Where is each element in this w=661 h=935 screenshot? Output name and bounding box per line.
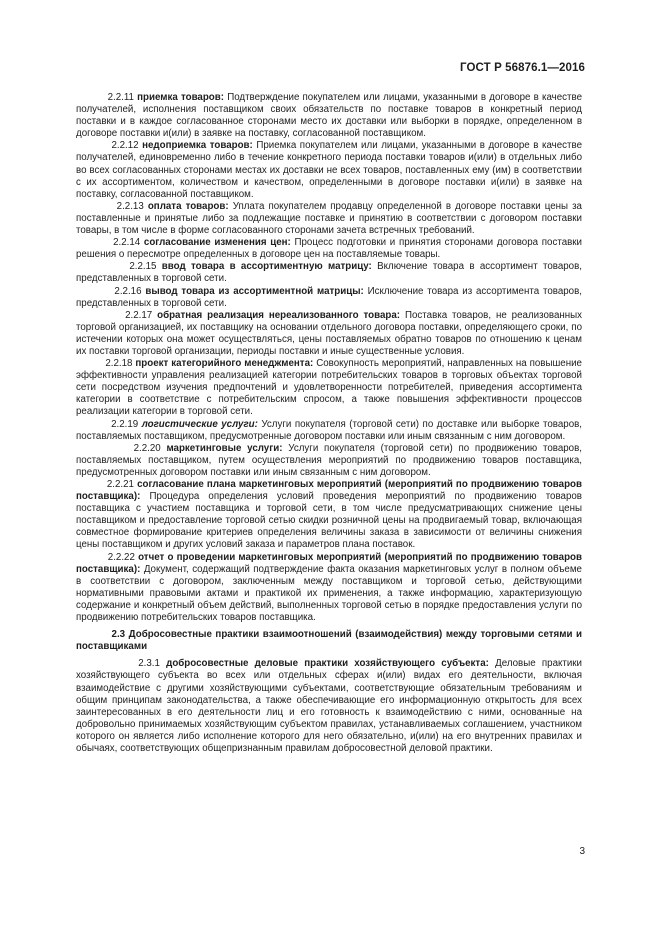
- term: маркетинговые услуги:: [166, 442, 283, 454]
- term: отчет о проведении маркетинговых мероприятий (мероприятий по продвижению товаров поставщика):: [76, 551, 582, 575]
- clause-number: 2.2.20: [133, 442, 161, 454]
- section-title: Добросовестные практики взаимоотношений (взаимодействия) между торговыми сетями и поставщиками: [76, 629, 582, 653]
- definition-2-2-15: [76, 261, 582, 285]
- definition-2-2-20: [76, 443, 582, 479]
- definition-2-2-22: [76, 552, 582, 625]
- section-number: 2.3: [111, 629, 126, 641]
- term: согласование изменения цен:: [143, 237, 291, 249]
- clause-number: 2.2.18: [105, 358, 133, 370]
- clause-number: 2.2.19: [111, 418, 139, 430]
- clause-number: 2.2.13: [116, 200, 144, 212]
- page-number: 3: [579, 846, 585, 857]
- clause-number: 2.3.1: [138, 658, 160, 670]
- term: ввод товара в ассортиментную матрицу:: [161, 261, 372, 273]
- definition-2-3-1: [76, 658, 582, 755]
- definition-text: Услуги покупателя (торговой сети) по продвижению товаров, поставляемых поставщиком, путем осуществления мероприятий по продвижению товаров поставщика, предусмотренных договором поставки или иным связанным с ним договором.: [76, 442, 582, 478]
- term: вывод товара из ассортиментной матрицы:: [145, 285, 364, 297]
- definition-2-2-17: [76, 310, 582, 358]
- definition-text: Совокупность мероприятий, направленных на повышение эффективности управления реализацией категории потребительских товаров в торговых объектах торговой сети посредством изучения предпочтений и удовлетворенности потребителей, приведения ассортимента категории в соответствие с потребительским спросом, а также повышения эффективности процессов реализации категории в торговой сети.: [76, 358, 582, 418]
- definition-2-2-19: [76, 419, 582, 443]
- clause-number: 2.2.11: [107, 92, 134, 103]
- clause-number: 2.2.17: [125, 309, 153, 321]
- term: оплата товаров:: [147, 200, 229, 212]
- definition-text: Включение товара в ассортимент товаров, представленных в торговой сети.: [76, 261, 582, 285]
- definition-2-2-13: [76, 201, 582, 237]
- definition-text: Уплата покупателем продавцу определенной в договоре поставки цены за поставленные и принятые либо за подлежащие поставке и принятию в соответствии с договором поставки товары, в том числе в форме согласованного сторонами зачета встречных требований.: [76, 200, 582, 237]
- standard-header: ГОСТ Р 56876.1—2016: [460, 62, 585, 74]
- definition-text: Процесс подготовки и принятия сторонами договора поставки решения о пересмотре определенных в договоре цен на поставляемые товары.: [76, 237, 583, 261]
- definition-2-2-12: [76, 140, 582, 200]
- term: добросовестные деловые практики хозяйствующего субъекта:: [166, 658, 489, 670]
- definition-text: Подтверждение покупателем или лицами, указанными в договоре в качестве получателей, исполнения поставщиком своих обязательств по поставке товаров в конкретный период поставки и в каждое согласованное сторонами место их доставки или выборки в порядке, определенном в договоре поставки и(или) в заявке на поставку, согласованной поставщиком.: [76, 92, 583, 140]
- definition-2-2-11: [76, 92, 582, 140]
- definition-text: Услуги покупателя (торговой сети) по доставке или выборке товаров, поставляемых поставщиком, предусмотренные договором поставки или иным связанным с ним договором.: [76, 418, 583, 442]
- clause-number: 2.2.22: [107, 551, 135, 563]
- definition-2-2-18: [76, 358, 582, 418]
- term: проект категорийного менеджмента:: [135, 358, 314, 370]
- term: обратная реализация нереализованного товара:: [157, 309, 401, 321]
- clause-number: 2.2.12: [111, 140, 139, 152]
- definition-text: Поставка товаров, не реализованных торговой организацией, их поставщику на основании отдельного договора поставки, определяющего сроки, по истечении которых она может осуществляться, цены поставляемых обратно товаров по отношению к ценам их поставки торговой организации, периоды поставки и иные существенные условия.: [76, 309, 583, 357]
- definition-text: Приемка покупателем или лицами, указанными в договоре в качестве получателей, единовременно либо в течение конкретного периода поставки товаров и(или) в отдельных либо во всех согласованных сторонами местах их доставки не всех товаров, поставленных ему (им) в соответствии с их ассортиментом, количеством и качеством, определенными в договоре поставки и(или) в заявке на поставку, согласованной поставщиком.: [76, 140, 582, 200]
- document-body: [76, 92, 582, 755]
- definition-text: Процедура определения условий проведения мероприятий по продвижению товаров поставщика с участием поставщика и торговой сети, в том числе предусматривающих снижение цены поставщиком и предоставление торговой сетью скидки розничной цены на продвигаемый товар, включающая совместное формирование критериев определения величины заказа в зависимости от величины снижения цены поставщиком и других условий заказа и параметров плана поставок.: [76, 491, 582, 551]
- clause-number: 2.2.14: [113, 237, 141, 249]
- term: логистические услуги:: [141, 418, 258, 430]
- clause-number: 2.2.21: [106, 479, 134, 490]
- section-heading: [76, 629, 582, 653]
- definition-2-2-21: [76, 479, 582, 552]
- definition-text: Документ, содержащий подтверждение факта оказания маркетинговых услуг в полном объеме в соответствии с договором, заключенным между поставщиком и торговой сетью, действующими нормативными правовыми актами и практикой их применения, а также информацию, характеризующую содержание и конкретный объем действий, выполненных торговой сетью в порядке предоставления услуги по продвижению потребительских товаров поставщика.: [76, 563, 582, 624]
- term: недоприемка товаров:: [142, 140, 253, 152]
- definition-2-2-16: [76, 286, 582, 310]
- clause-number: 2.2.16: [114, 285, 142, 297]
- clause-number: 2.2.15: [129, 261, 157, 273]
- definition-text: Деловые практики хозяйствующего субъекта во всех или отдельных сферах и(или) видах его деятельности, включая взаимодействие с другими хозяйствующими субъектами, соответствующие обязательным требованиям и общим принципам законодательства, а также обеспечивающие его информационную открытость для всех заинтересованных в его деятельности лиц и его готовность к взаимодействию с ними, основанные на добровольно принимаемых хозяйствующим субъектом правилах, устанавливаемых соглашением, участником которого он является либо исполнение которого для него обязательно, и(или) на его внутренних правилах и обычаях, соответствующих общепризнанным правилам добросовестной деловой практики.: [76, 658, 583, 754]
- term: согласование плана маркетинговых мероприятий (мероприятий по продвижению товаров поставщика):: [76, 479, 583, 503]
- definition-2-2-14: [76, 237, 582, 261]
- definition-text: Исключение товара из ассортимента товаров, представленных в торговой сети.: [76, 285, 582, 309]
- term: приемка товаров:: [137, 92, 225, 103]
